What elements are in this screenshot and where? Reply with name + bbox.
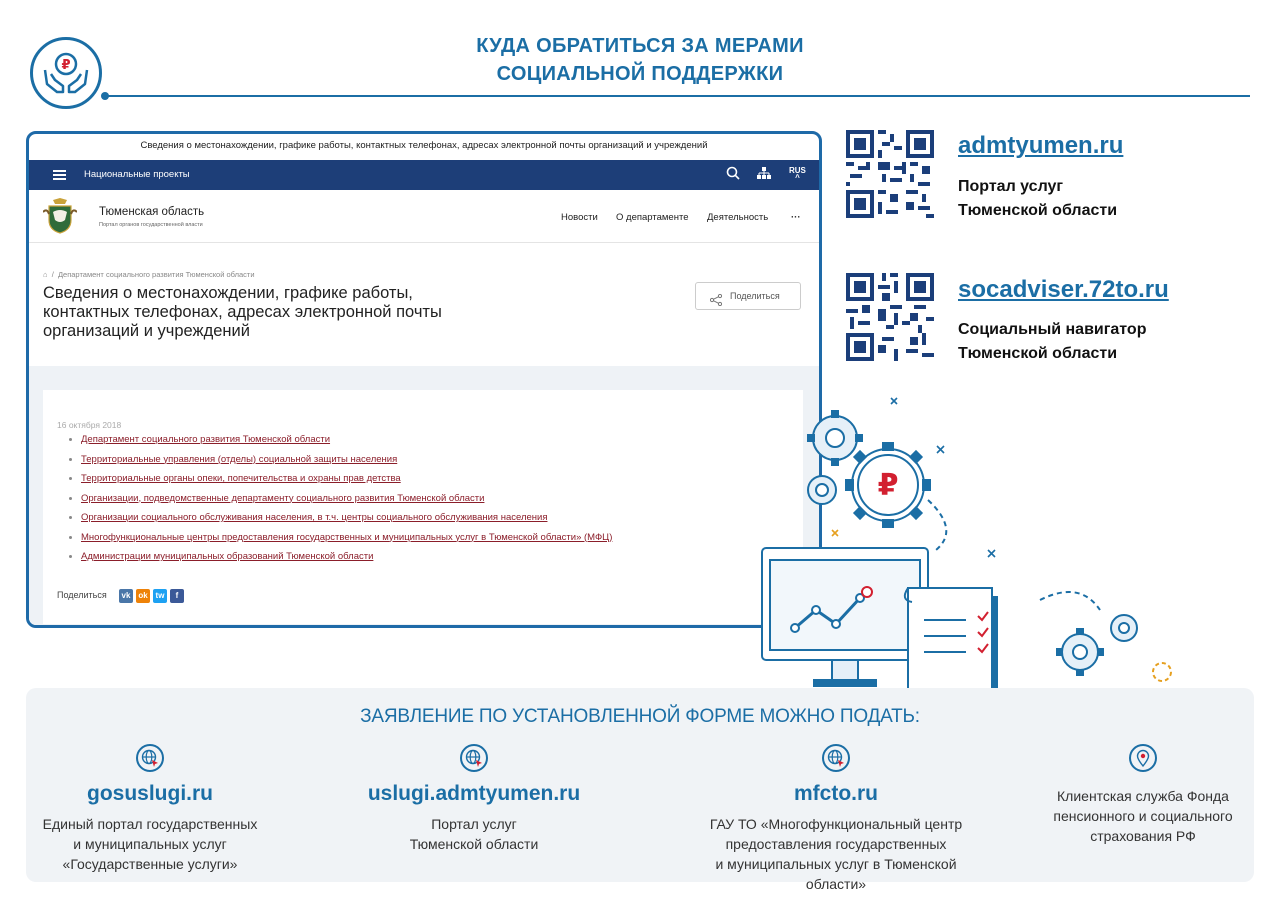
desc-line: ГАУ ТО «Многофункциональный центр [709,816,963,832]
globe-cursor-icon [136,744,164,772]
qr-code-socadviser[interactable] [846,273,934,361]
site-header [29,190,819,243]
application-panel [26,688,1254,892]
title-line-2: СОЦИАЛЬНОЙ ПОДДЕРЖКИ [496,63,784,85]
site-desc-socadviser [958,318,1146,366]
desc-line: страхования РФ [1090,828,1196,844]
logo-ruble-symbol: ₽ [61,58,71,73]
share-button[interactable] [695,282,801,310]
language-label: RUS [789,166,806,175]
list-item[interactable]: Территориальные органы опеки, попечительства и охраны прав детства [81,469,612,489]
desc-line: Клиентская служба Фонда [1057,788,1229,804]
website-screenshot [26,131,822,628]
site-page-title: Сведения о местонахождении, графике работы, контактных телефонах, адресах электронной почты организаций и учреждений [43,284,442,340]
page-title [400,32,880,88]
option-gosuslugi [20,744,280,874]
national-projects-link[interactable]: Национальные проекты [84,169,190,180]
desc-line: Тюменской области [409,836,539,852]
sitemap-icon[interactable] [757,166,771,183]
vk-icon[interactable]: vk [119,589,133,603]
option-description [344,814,604,854]
site-link-uslugi-admtyumen[interactable]: uslugi.admtyumen.ru [367,782,581,805]
list-item[interactable]: Организации, подведомственные департаменту социального развития Тюменской области [81,489,612,509]
site-desc-line: Тюменской области [958,345,1118,362]
language-switch[interactable] [789,166,806,181]
breadcrumb: ⌂ / Департамент социального развития Тюменской области [43,270,255,279]
desc-line: и муниципальных услуг в Тюменской области» [715,856,957,892]
application-panel-title: ЗАЯВЛЕНИЕ ПО УСТАНОВЛЕННОЙ ФОРМЕ МОЖНО ПОДАТЬ: [360,706,920,727]
site-navbar [29,160,819,190]
globe-cursor-icon [460,744,488,772]
illustration-ruble-symbol: ₽ [877,468,899,503]
list-item[interactable]: Территориальные управления (отделы) социальной защиты населения [81,450,612,470]
search-icon[interactable] [726,166,740,183]
location-pin-icon [1129,744,1157,772]
option-mfcto [686,744,986,894]
site-link-gosuslugi[interactable]: gosuslugi.ru [87,782,213,805]
option-uslugi-admtyumen [344,744,604,854]
option-description [1013,786,1273,846]
site-desc-line: Портал услуг [958,178,1064,195]
site-link-socadviser[interactable]: socadviser.72to.ru [958,276,1169,303]
desc-line: предоставления государственных [725,836,947,852]
site-desc-line: Тюменской области [958,202,1118,219]
title-line-1: КУДА ОБРАТИТЬСЯ ЗА МЕРАМИ [476,35,804,57]
title-divider [105,95,1250,97]
site-desc-line: Социальный навигатор [958,321,1147,338]
site-top-text: Сведения о местонахождении, графике работы, контактных телефонах, адресах электронной почты организаций и учреждений [140,140,708,151]
breadcrumb-link[interactable]: Департамент социального развития Тюменской области [57,270,255,279]
menu-news[interactable]: Новости [561,212,598,223]
list-item[interactable]: Организации социального обслуживания населения, в т.ч. центры социального обслуживания населения [81,508,612,528]
site-link-admtyumen[interactable]: admtyumen.ru [958,132,1124,159]
facebook-icon[interactable]: f [170,589,184,603]
tyumen-crest-icon [43,198,77,234]
share-icon [710,290,722,316]
desc-line: Единый портал государственных [42,816,258,832]
region-name[interactable]: Тюменская область [99,206,205,218]
option-description [20,814,280,874]
menu-more[interactable]: ··· [791,212,801,223]
desc-line: Портал услуг [431,816,517,832]
option-description [686,814,986,894]
site-link-mfcto[interactable]: mfcto.ru [794,782,878,805]
chevron-up-icon: ^ [795,173,800,182]
publication-date: 16 октября 2018 [57,420,122,430]
desc-line: «Государственные услуги» [62,856,238,872]
share-button-label: Поделиться [730,291,780,301]
gears-computer-illustration [740,390,1180,710]
desc-line: пенсионного и социального [1053,808,1233,824]
home-icon[interactable]: ⌂ [43,270,48,279]
globe-cursor-icon [822,744,850,772]
twitter-icon[interactable]: tw [153,589,167,603]
organization-links [81,430,612,567]
logo-hands-ruble-icon [30,37,102,109]
site-desc-admtyumen [958,175,1117,223]
hamburger-menu-icon[interactable] [53,170,66,180]
share-label: Поделиться [57,590,107,600]
menu-activity[interactable]: Деятельность [707,212,769,223]
qr-code-admtyumen[interactable] [846,130,934,218]
list-item[interactable]: Департамент социального развития Тюменской области [81,430,612,450]
ok-icon[interactable]: ok [136,589,150,603]
desc-line: и муниципальных услуг [73,836,227,852]
list-item[interactable]: Администрации муниципальных образований Тюменской области [81,547,612,567]
option-pension-fund [1013,744,1273,846]
menu-about[interactable]: О департаменте [616,212,689,223]
region-subtitle: Портал органов государственной власти [99,222,203,228]
list-item[interactable]: Многофункциональные центры предоставления государственных и муниципальных услуг в Тюменской области» (МФЦ) [81,528,612,548]
content-card [43,390,803,624]
